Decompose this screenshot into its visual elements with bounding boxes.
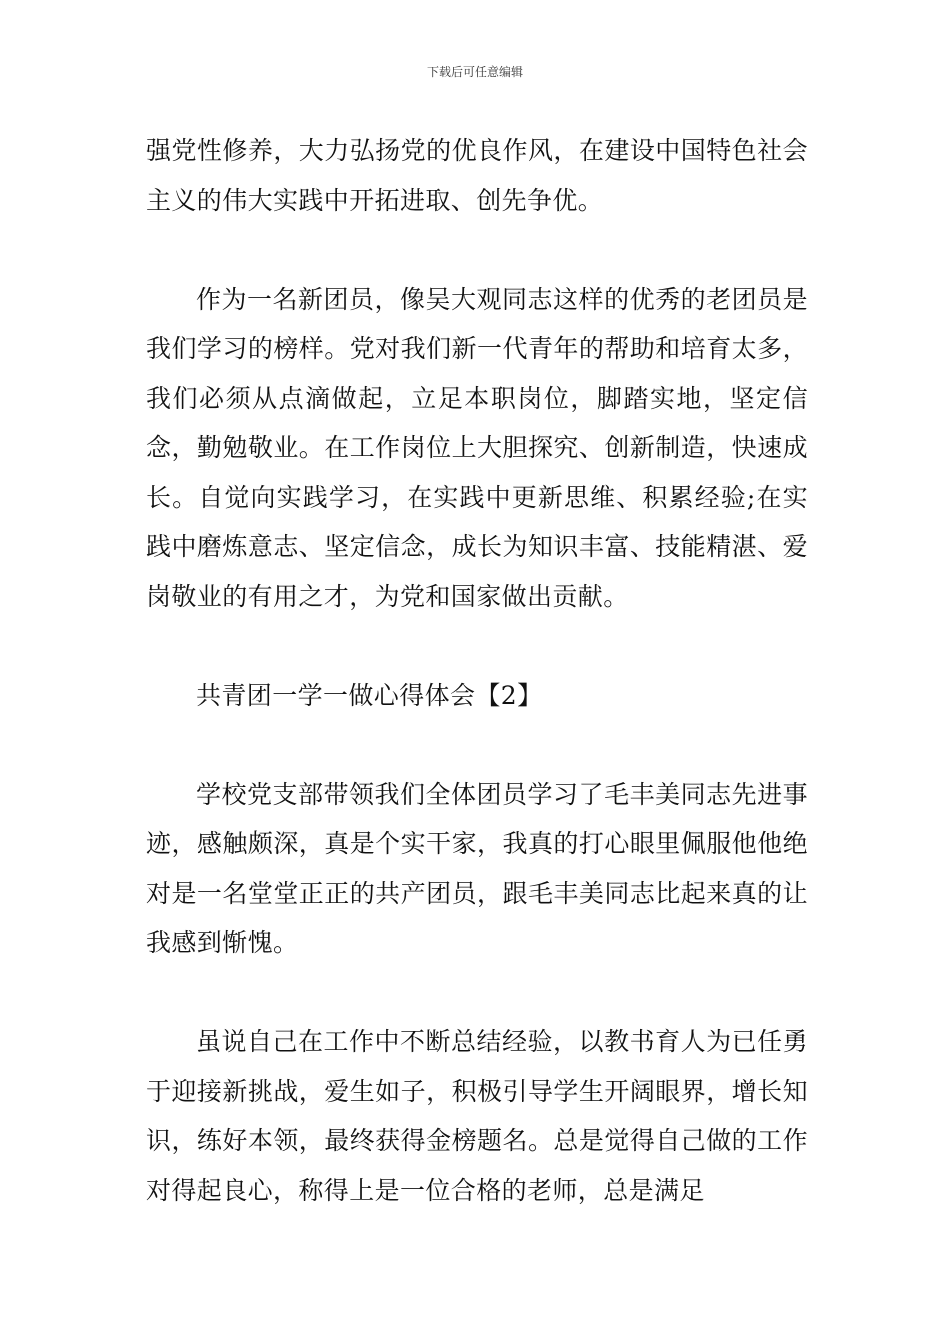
page-header-note: 下载后可任意编辑 — [426, 65, 523, 79]
paragraph-gap — [146, 621, 808, 671]
paragraph-self-reflection: 虽说自己在工作中不断总结经验，以教书育人为已任勇于迎接新挑战，爱生如子，积极引导学生开阔眼界，增长知识，练好本领，最终获得金榜题名。总是觉得自己做的工作对得起良心，称得上是一位合格的老师，总是满足 — [146, 1027, 808, 1205]
paragraph-study-example: 学校党支部带领我们全体团员学习了毛丰美同志先进事迹，感触颇深，真是个实干家，我真的打心眼里佩服他他绝对是一名堂堂正正的共产团员，跟毛丰美同志比起来真的让我感到惭愧。 — [146, 779, 808, 957]
paragraph-gap — [146, 968, 808, 1018]
paragraph-new-member: 作为一名新团员，像吴大观同志这样的优秀的老团员是我们学习的榜样。党对我们新一代青年的帮助和培育太多，我们必须从点滴做起，立足本职岗位，脚踏实地，坚定信念，勤勉敬业。在工作岗位上大胆探究、创新制造，快速成长。自觉向实践学习，在实践中更新思维、积累经验;在实践中磨炼意志、坚定信念，成长为知识丰富、技能精湛、爱岗敬业的有用之才，为党和国家做出贡献。 — [146, 284, 808, 611]
section-heading: 共青团一学一做心得体会【2】 — [196, 680, 543, 710]
document-body — [146, 126, 808, 1215]
paragraph-gap — [146, 720, 808, 770]
paragraph-gap — [146, 225, 808, 275]
paragraph-continuation: 强党性修养，大力弘扬党的优良作风，在建设中国特色社会主义的伟大实践中开拓进取、创先争优。 — [146, 136, 808, 215]
